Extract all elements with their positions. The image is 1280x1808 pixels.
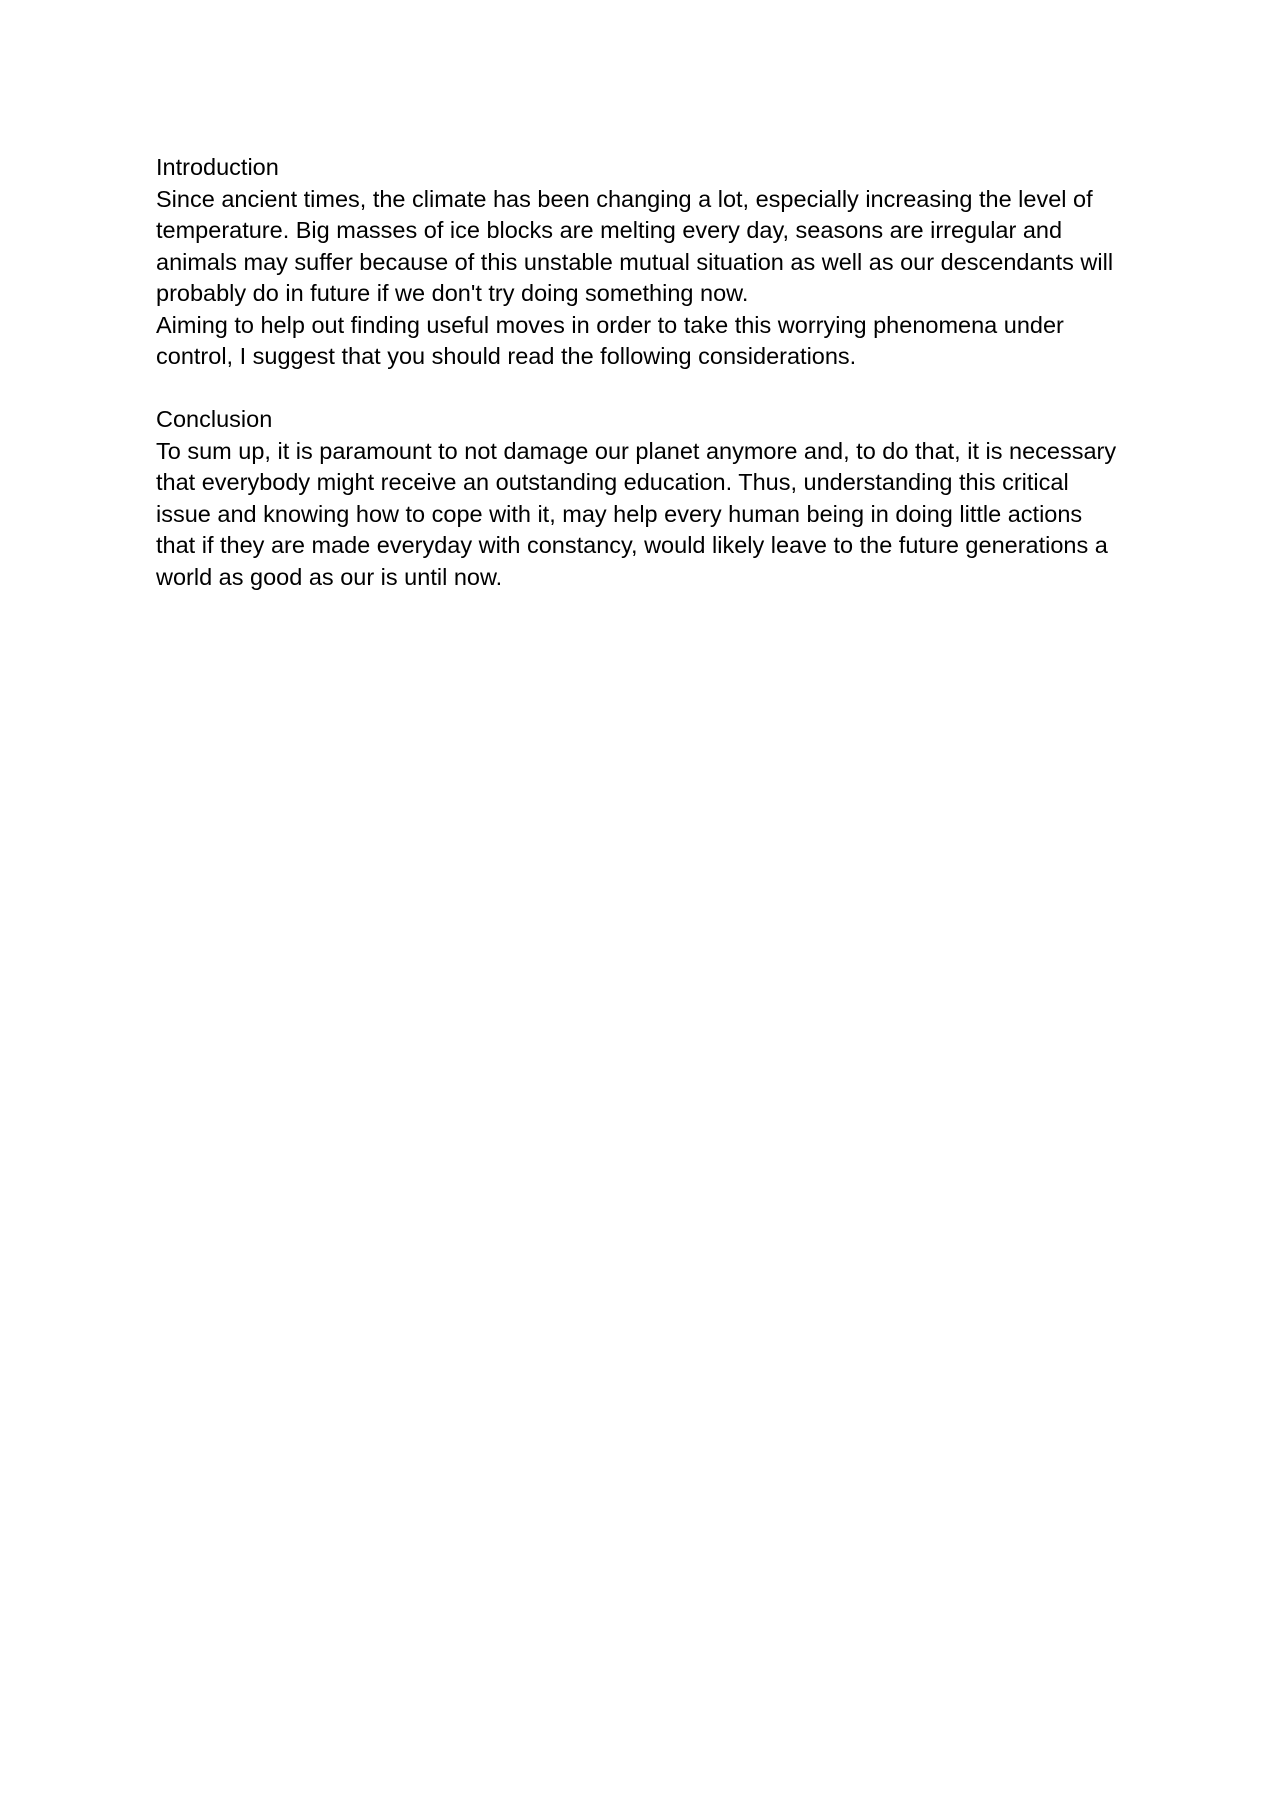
introduction-heading: Introduction [156,154,279,180]
conclusion-paragraph-1: To sum up, it is paramount to not damage our planet anymore and, to do that, it is necessary that everybody might receive an outstanding education. Thus, understanding this critical issue and knowing how to cope with it, may help every human being in doing little actions that if they are made everyday with constancy, would likely leave to the future generations a world as good as our is until now. [156,437,1117,590]
section-spacer [156,373,1136,405]
document-body [156,152,1136,593]
introduction-paragraph-1: Since ancient times, the climate has been changing a lot, especially increasing the level of temperature. Big masses of ice blocks are melting every day, seasons are irregular and animals may suffer because of this unstable mutual situation as well as our descendants will probably do in future if we don't try doing something now. [156,185,1114,306]
introduction-paragraph-2: Aiming to help out finding useful moves in order to take this worrying phenomena under control, I suggest that you should read the following considerations. [156,311,1064,369]
conclusion-heading: Conclusion [156,406,273,432]
